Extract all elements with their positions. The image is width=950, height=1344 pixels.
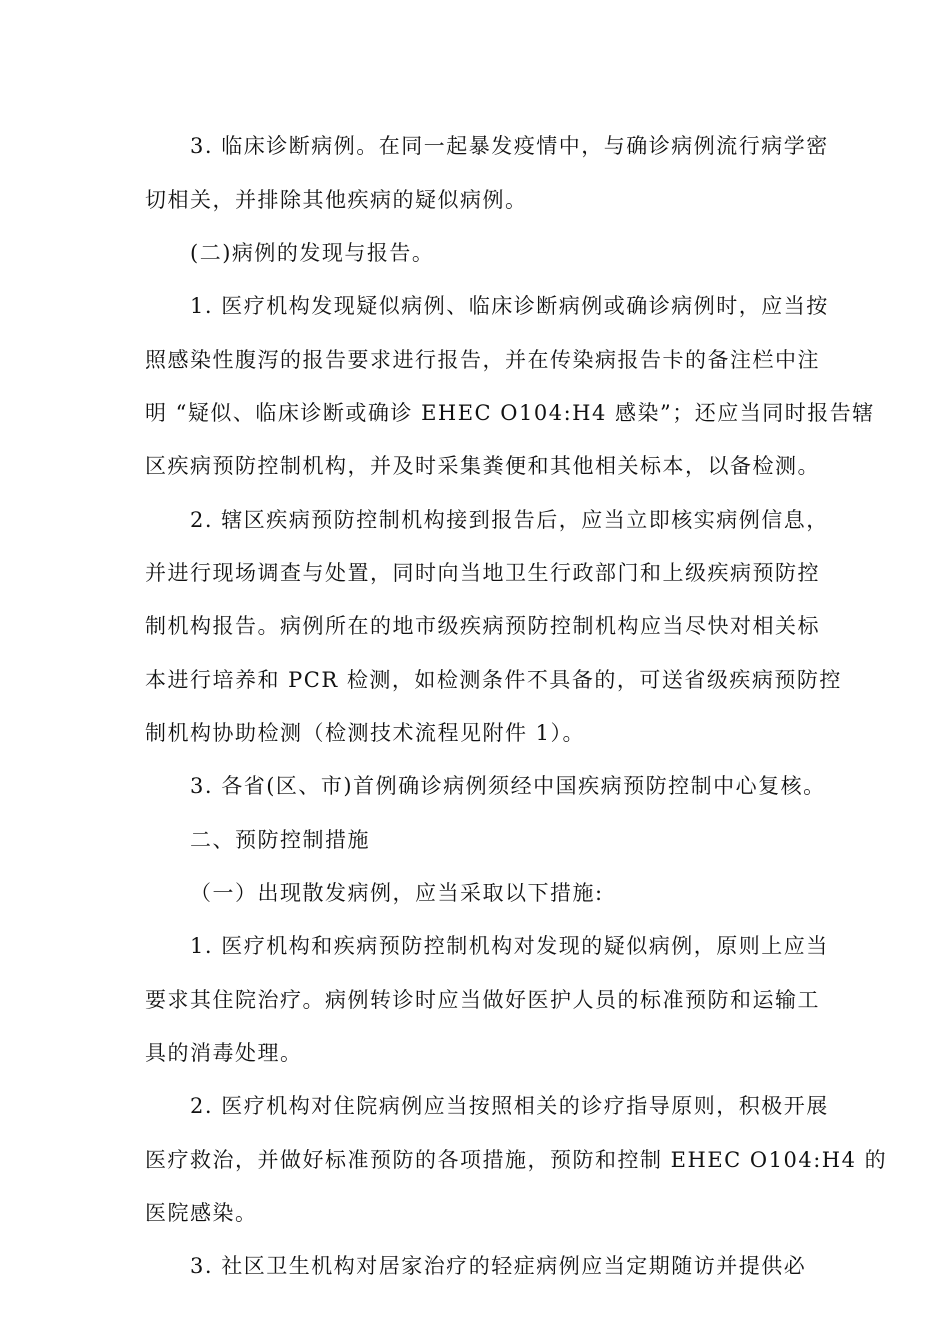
- paragraph-1-line-4: 区疾病预防控制机构，并及时采集粪便和其他相关标本，以备检测。: [145, 454, 820, 478]
- section-heading-prevention: 二、预防控制措施: [190, 828, 370, 852]
- paragraph-2-line-2: 并进行现场调查与处置，同时向当地卫生行政部门和上级疾病预防控: [145, 561, 820, 585]
- paragraph-2-line-3: 制机构报告。病例所在的地市级疾病预防控制机构应当尽快对相关标: [145, 614, 820, 638]
- measure-2-line-1: 2. 医疗机构对住院病例应当按照相关的诊疗指导原则，积极开展: [190, 1094, 829, 1118]
- paragraph-2-line-1: 2. 辖区疾病预防控制机构接到报告后，应当立即核实病例信息，: [190, 508, 829, 532]
- paragraph-3b-line-1: 3. 各省(区、市)首例确诊病例须经中国疾病预防控制中心复核。: [190, 774, 826, 798]
- measure-1-line-3: 具的消毒处理。: [145, 1041, 303, 1065]
- subsection-heading-1: （一）出现散发病例，应当采取以下措施:: [190, 881, 604, 905]
- measure-1-line-1: 1. 医疗机构和疾病预防控制机构对发现的疑似病例，原则上应当: [190, 934, 829, 958]
- paragraph-3-line-1: 3. 临床诊断病例。在同一起暴发疫情中，与确诊病例流行病学密: [190, 134, 829, 158]
- paragraph-1-line-1: 1. 医疗机构发现疑似病例、临床诊断病例或确诊病例时，应当按: [190, 294, 829, 318]
- paragraph-1-line-2: 照感染性腹泻的报告要求进行报告，并在传染病报告卡的备注栏中注: [145, 348, 820, 372]
- measure-2-line-2: 医疗救治，并做好标准预防的各项措施，预防和控制 EHEC O104:H4 的: [145, 1148, 888, 1172]
- paragraph-2-line-5: 制机构协助检测（检测技术流程见附件 1）。: [145, 721, 586, 745]
- paragraph-3-line-2: 切相关，并排除其他疾病的疑似病例。: [145, 188, 528, 212]
- paragraph-1-line-3: 明 “疑似、临床诊断或确诊 EHEC O104:H4 感染”；还应当同时报告辖: [145, 401, 875, 425]
- measure-3-line-1: 3. 社区卫生机构对居家治疗的轻症病例应当定期随访并提供必: [190, 1254, 807, 1278]
- section-heading-2: (二)病例的发现与报告。: [190, 241, 435, 265]
- measure-2-line-3: 医院感染。: [145, 1201, 258, 1225]
- measure-1-line-2: 要求其住院治疗。病例转诊时应当做好医护人员的标准预防和运输工: [145, 988, 820, 1012]
- paragraph-2-line-4: 本进行培养和 PCR 检测，如检测条件不具备的，可送省级疾病预防控: [145, 668, 842, 692]
